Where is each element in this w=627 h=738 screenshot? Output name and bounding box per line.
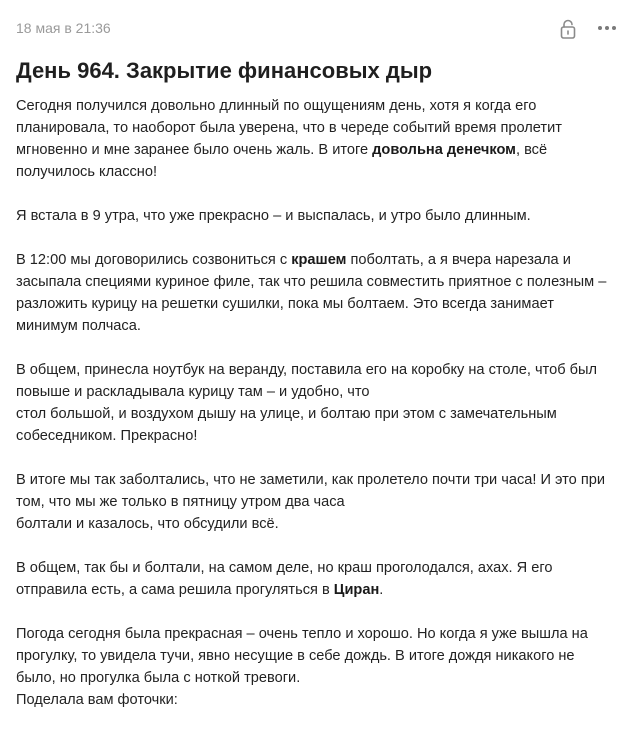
paragraph-photos: Поделала вам фоточки:: [16, 692, 178, 708]
more-dots-icon[interactable]: [596, 20, 618, 36]
post-header: [0, 0, 627, 56]
paragraph-text: В 12:00 мы договорились созвониться с: [16, 252, 292, 268]
paragraph-line: стол большой, и воздухом дышу на улице, и болтаю при этом с замечательным собеседником. Прекрасно!: [16, 406, 557, 444]
paragraph-weather: Погода сегодня была прекрасная – очень тепло и хорошо. Но когда я уже вышла на прогулку, то увидела тучи, явно несущие в себе дождь. В итоге дождя никакого не было, но прогулка была с ноткой тревоги.: [16, 626, 588, 686]
paragraph-intro: [16, 95, 616, 183]
paragraph-chat: [16, 469, 616, 535]
paragraph-text: Сегодня получился довольно длинный по ощущениям день, хотя я когда его планировала, то наоборот была уверена, что в череде событий время пролетит мгновенно и мне заранее было очень жаль. В итоге: [16, 98, 562, 158]
paragraph-walk: [16, 557, 616, 601]
post-body: [16, 95, 616, 711]
bold-phrase: крашем: [291, 252, 347, 268]
paragraph-morning: Я встала в 9 утра, что уже прекрасно – и выспалась, и утро было длинным.: [16, 208, 531, 224]
paragraph-text: поболтать, а я вчера нарезала и засыпала специями куриное филе, так что решила совместить приятное с полезным – разложить курицу на решетки сушилки, пока мы болтаем. Это всегда занимает минимум полчаса.: [16, 252, 607, 334]
lock-icon[interactable]: [558, 18, 578, 40]
post-title: День 964. Закрытие финансовых дыр: [16, 58, 433, 83]
bold-phrase: довольна денечком: [372, 142, 516, 158]
paragraph-call: [16, 249, 616, 337]
paragraph-line: В общем, принесла ноутбук на веранду, поставила его на коробку на столе, чтоб был повыше и раскладывала курицу там – и удобно, что: [16, 362, 597, 400]
paragraph-text: В общем, так бы и болтали, на самом деле, но краш проголодался, ахах. Я его отправила есть, а сама решила прогуляться в: [16, 560, 553, 598]
post-timestamp: 18 мая в 21:36: [16, 20, 111, 36]
paragraph-text: , всё получилось классно!: [16, 142, 548, 180]
paragraph-text: .: [379, 582, 384, 598]
paragraph-veranda: [16, 359, 616, 447]
paragraph-line: В итоге мы так заболтались, что не заметили, как пролетело почти три часа! И это при том, что мы же только в пятницу утром два часа: [16, 472, 606, 510]
bold-phrase: Циран: [333, 582, 380, 598]
paragraph-line: болтали и казалось, что обсудили всё.: [16, 516, 279, 532]
